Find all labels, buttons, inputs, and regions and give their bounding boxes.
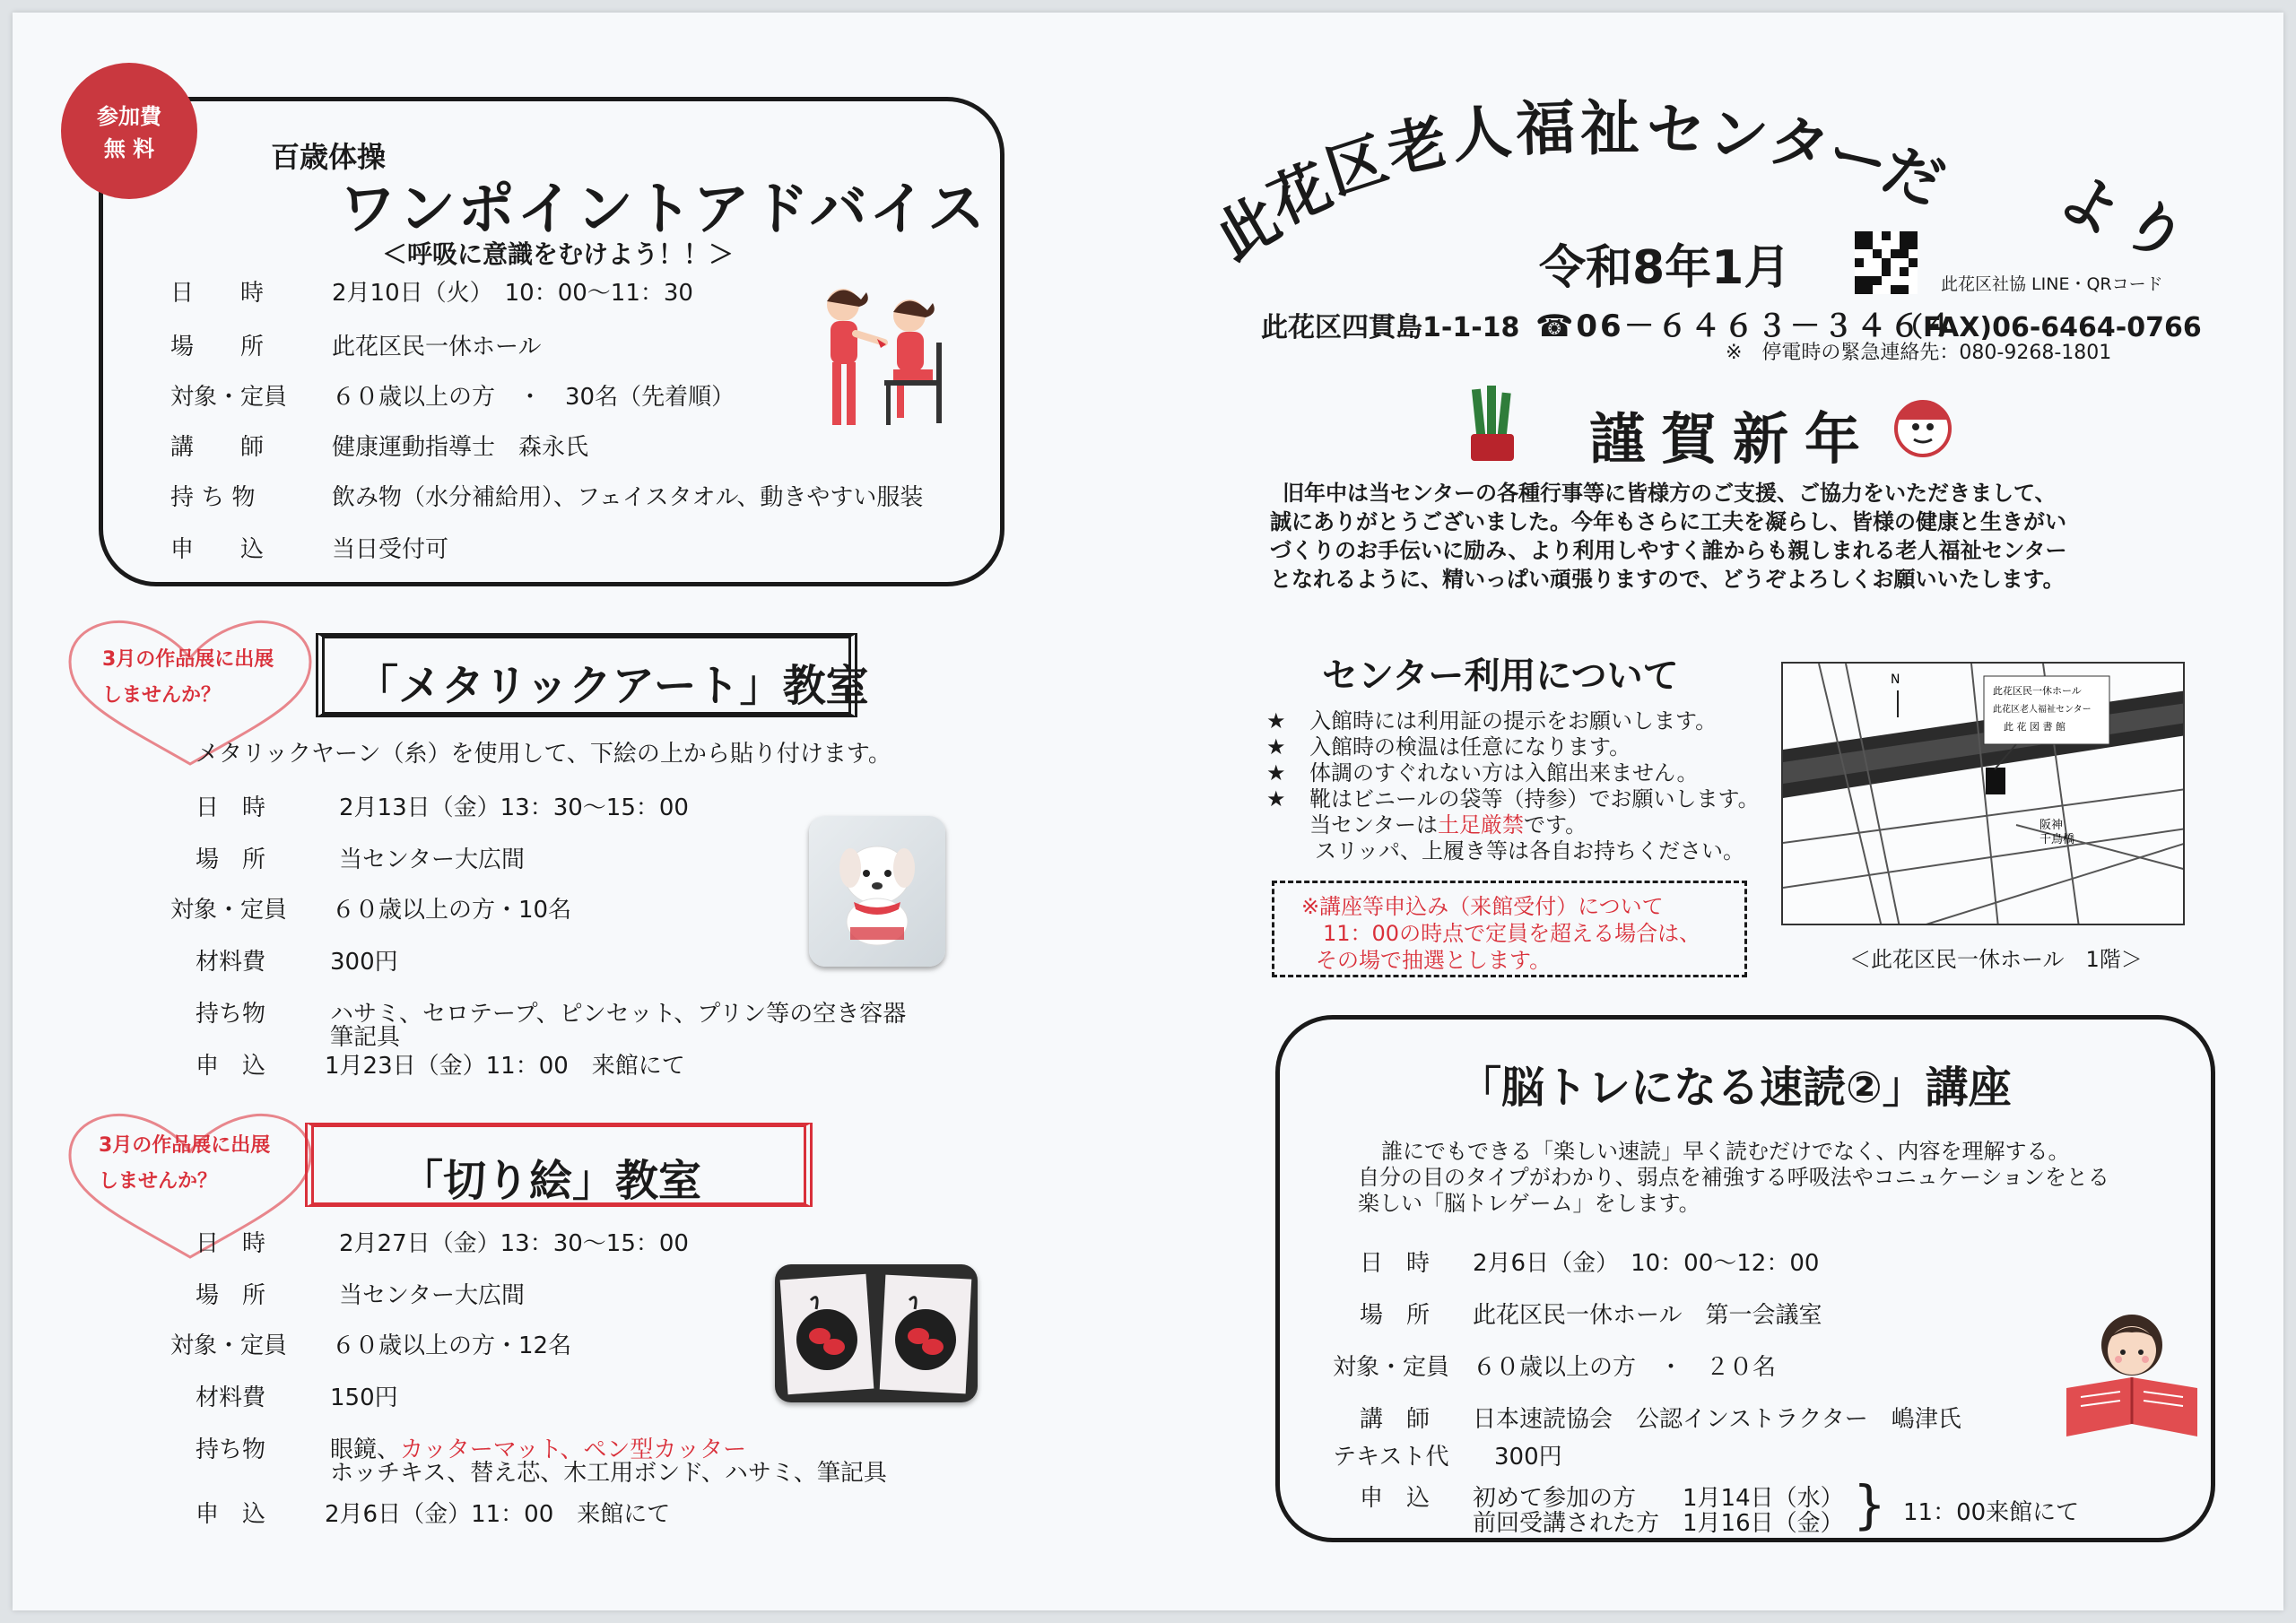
masthead-char: 福	[1514, 92, 1577, 165]
masthead-char: よ	[2047, 160, 2133, 250]
reading-girl-illustration	[2063, 1306, 2201, 1438]
masthead-char: 祉	[1580, 94, 1639, 163]
masthead-char: ー	[1820, 117, 1896, 201]
emergency-contact: ※ 停電時の緊急連絡先：080-9268-1801	[1726, 342, 2112, 364]
lottery-notice: ※講座等申込み（来館受付）について 11：00の時点で定員を超える場合は、 その場で抽選とします。	[1272, 881, 1747, 977]
no-shoes-warning: 土足厳禁	[1438, 812, 1525, 838]
masthead-char: だ	[1873, 134, 1953, 220]
qr-code	[1855, 231, 1918, 294]
daruma-icon	[1887, 384, 1959, 459]
kadomatsu-icon	[1467, 384, 1518, 463]
taiso-subtitle: ＜呼吸に意識をむけよう！！＞	[382, 239, 735, 269]
heart-callout-2-text: 3月の作品展に出展 しませんか？	[99, 1134, 271, 1193]
bleed-through-text	[1130, 63, 1200, 121]
noutore-intro: 誰にでもできる「楽しい速読」早く読むだけでなく、内容を理解する。 自分の目のタイプがわかり、弱点を補強する呼吸法やコニュケーションをとる 楽しい「脳トレゲーム」をします。	[1358, 1139, 2109, 1216]
taiso-kicker: 百歳体操	[271, 140, 387, 174]
masthead-char: セ	[1644, 94, 1708, 167]
map-caption: ＜此花区民一休ホール 1階＞	[1849, 947, 2143, 972]
exercise-illustration	[814, 280, 949, 432]
usage-item: ★ 入館時の検温は任意になります。	[1266, 734, 1631, 759]
metallic-art-sample-image	[809, 816, 945, 967]
noutore-apply-note: 11：00来館にて	[1903, 1499, 2080, 1526]
free-badge	[61, 63, 197, 199]
map-label-hall: 此花区民一休ホール	[1993, 685, 2082, 697]
masthead-char: ン	[1704, 98, 1772, 174]
masthead-char: 区	[1318, 124, 1396, 209]
badge-line-1: 参加費	[97, 104, 161, 129]
usage-item: スリッパ、上履き等は各自お持ちください。	[1315, 838, 1745, 864]
usage-item: ★ 靴はビニールの袋等（持参）でお願いします。	[1266, 786, 1760, 812]
map-label-station-2: 千鳥橋	[2039, 833, 2075, 846]
heart-callout-1-text: 3月の作品展に出展 しませんか？	[102, 648, 274, 707]
usage-item: ★ 入館時には利用証の提示をお願いします。	[1266, 708, 1718, 733]
issue-date: 令和8年1月	[1539, 241, 1791, 295]
map-label-center: 此花区老人福祉センター	[1993, 705, 2092, 715]
masthead-char: 花	[1258, 151, 1342, 239]
noutore-title: 「脳トレになる速読②」講座	[1458, 1063, 2012, 1113]
apply-brace: }	[1853, 1474, 1886, 1535]
masthead-char: タ	[1762, 104, 1836, 185]
badge-line-2: 無 料	[103, 136, 155, 161]
masthead-char: り	[2109, 186, 2198, 277]
access-map	[1781, 662, 2185, 925]
kirie-sample-image	[775, 1264, 978, 1402]
red-item-cutter-mat: カッターマット	[400, 1436, 561, 1463]
metallic-title: 「メタリックアート」教室	[355, 661, 869, 711]
masthead-char: 人	[1448, 96, 1515, 172]
usage-title: センター利用について	[1322, 655, 1679, 697]
metallic-intro: メタリックヤーン（糸）を使用して、下絵の上から貼り付けます。	[196, 741, 891, 768]
map-label-library: 此 花 図 書 館	[2004, 721, 2066, 733]
greeting-body: 旧年中は当センターの各種行事等に皆様方のご支援、ご協力をいただきまして、 誠にありがとうございました。今年もさらに工夫を凝らし、皆様の健康と生きがい づくりのお手伝いに励み、より利用しやすく誰からも親しまれる老人福祉センター となれるように、精いっぱい頑張りますので、どうぞよろしくお願いいたします。	[1270, 480, 2067, 592]
usage-item: 当センターは土足厳禁です。	[1309, 812, 1587, 838]
masthead-char: 此	[1205, 183, 1292, 273]
phone: ☎06－６４６３－３４６４	[1535, 308, 1956, 344]
fax: （FAX)06-6464-0766	[1896, 312, 2202, 343]
taiso-title: ワンポイントアドバイス	[339, 177, 987, 243]
masthead-char: 老	[1380, 106, 1454, 187]
greeting-title: 謹賀新年	[1589, 406, 1877, 472]
map-north-marker: N	[1891, 673, 1900, 687]
qr-label: 此花区社協 LINE・QRコード	[1941, 274, 2163, 294]
kirie-title: 「切り絵」教室	[400, 1156, 702, 1206]
map-label-station-1: 阪神	[2039, 819, 2064, 832]
address: 此花区四貫島1-1-18	[1261, 312, 1520, 343]
red-item-pen-cutter: ペン型カッター	[583, 1436, 747, 1463]
usage-list	[1266, 708, 1760, 864]
usage-item: ★ 体調のすぐれない方は入館出来ません。	[1266, 760, 1699, 785]
